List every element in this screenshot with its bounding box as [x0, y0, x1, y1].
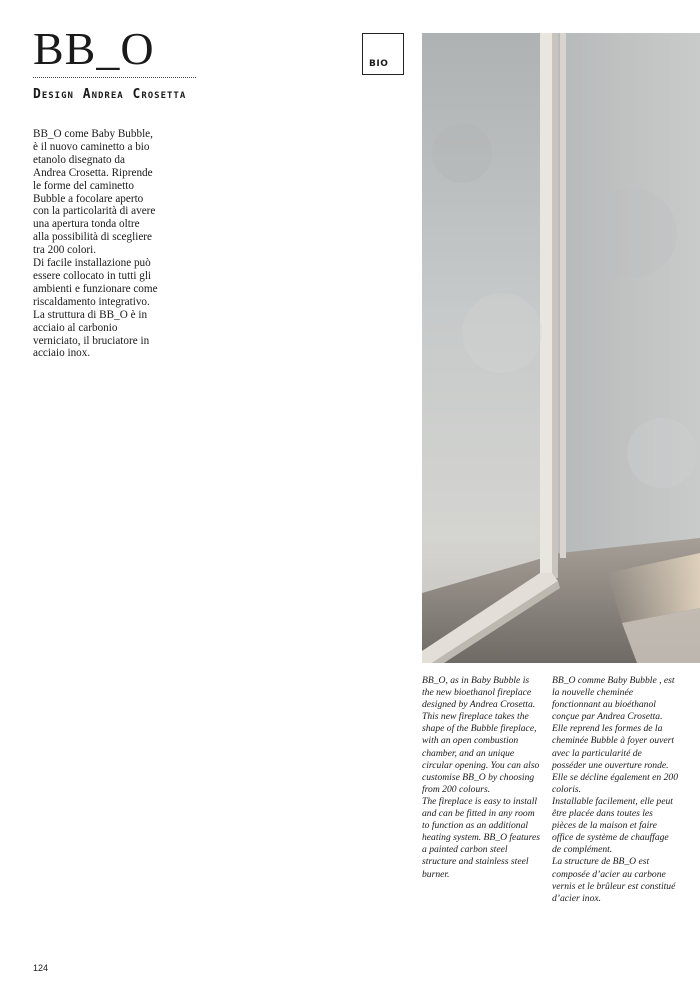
paragraph: Installable facilement, elle peut être placée dans toutes les pièces de la maison et faire office de système de chauffage de complément. — [552, 795, 673, 856]
product-title: BB_O — [33, 23, 155, 74]
description-french — [552, 675, 678, 905]
paragraph: Di facile installazione può essere collocato in tutti gli ambienti e funzionare come riscaldamento integrativo. — [33, 257, 158, 308]
designer-subtitle: Design Andrea Crosetta — [33, 87, 187, 102]
description-english — [422, 675, 540, 881]
description-italian — [33, 128, 158, 360]
badge-label: BIO — [369, 59, 389, 69]
bio-badge — [362, 33, 404, 75]
paragraph: La struttura di BB_O è in acciaio al carbonio verniciato, il bruciatore in acciaio inox. — [33, 308, 150, 360]
interior-photo — [422, 33, 700, 663]
paragraph: La structure de BB_O est composée d’acier au carbone vernis et le brûleur est constitué d’acier inox. — [552, 856, 676, 904]
paragraph: The fireplace is easy to install and can be fitted in any room to function as an additional heating system. BB_O features a painted carbon steel structure and stainless steel burner. — [422, 795, 540, 880]
page-number: 124 — [33, 963, 49, 973]
title-divider — [33, 77, 196, 78]
paragraph: BB_O, as in Baby Bubble is the new bioethanol fireplace designed by Andrea Crosetta. This new fireplace takes the shape of the Bubble fireplace, with an open combustion chamber, and an unique circular opening. You can also customise BB_O by choosing from 200 colours. — [422, 675, 540, 795]
paragraph: BB_O come Baby Bubble, è il nuovo caminetto a bio etanolo disegnato da Andrea Crosetta. Riprende le forme del caminetto Bubble a focolare aperto con la particolarità di avere una apertura tonda oltre alla possibilità di scegliere tra 200 colori. — [33, 128, 156, 257]
paragraph: BB_O comme Baby Bubble , est la nouvelle cheminée fonctionnant au bioéthanol conçue par Andrea Crosetta. Elle reprend les formes de la cheminée Bubble à foyer ouvert avec la particularité de posséder une ouverture ronde. Elle se décline également en 200 coloris. — [552, 675, 679, 795]
